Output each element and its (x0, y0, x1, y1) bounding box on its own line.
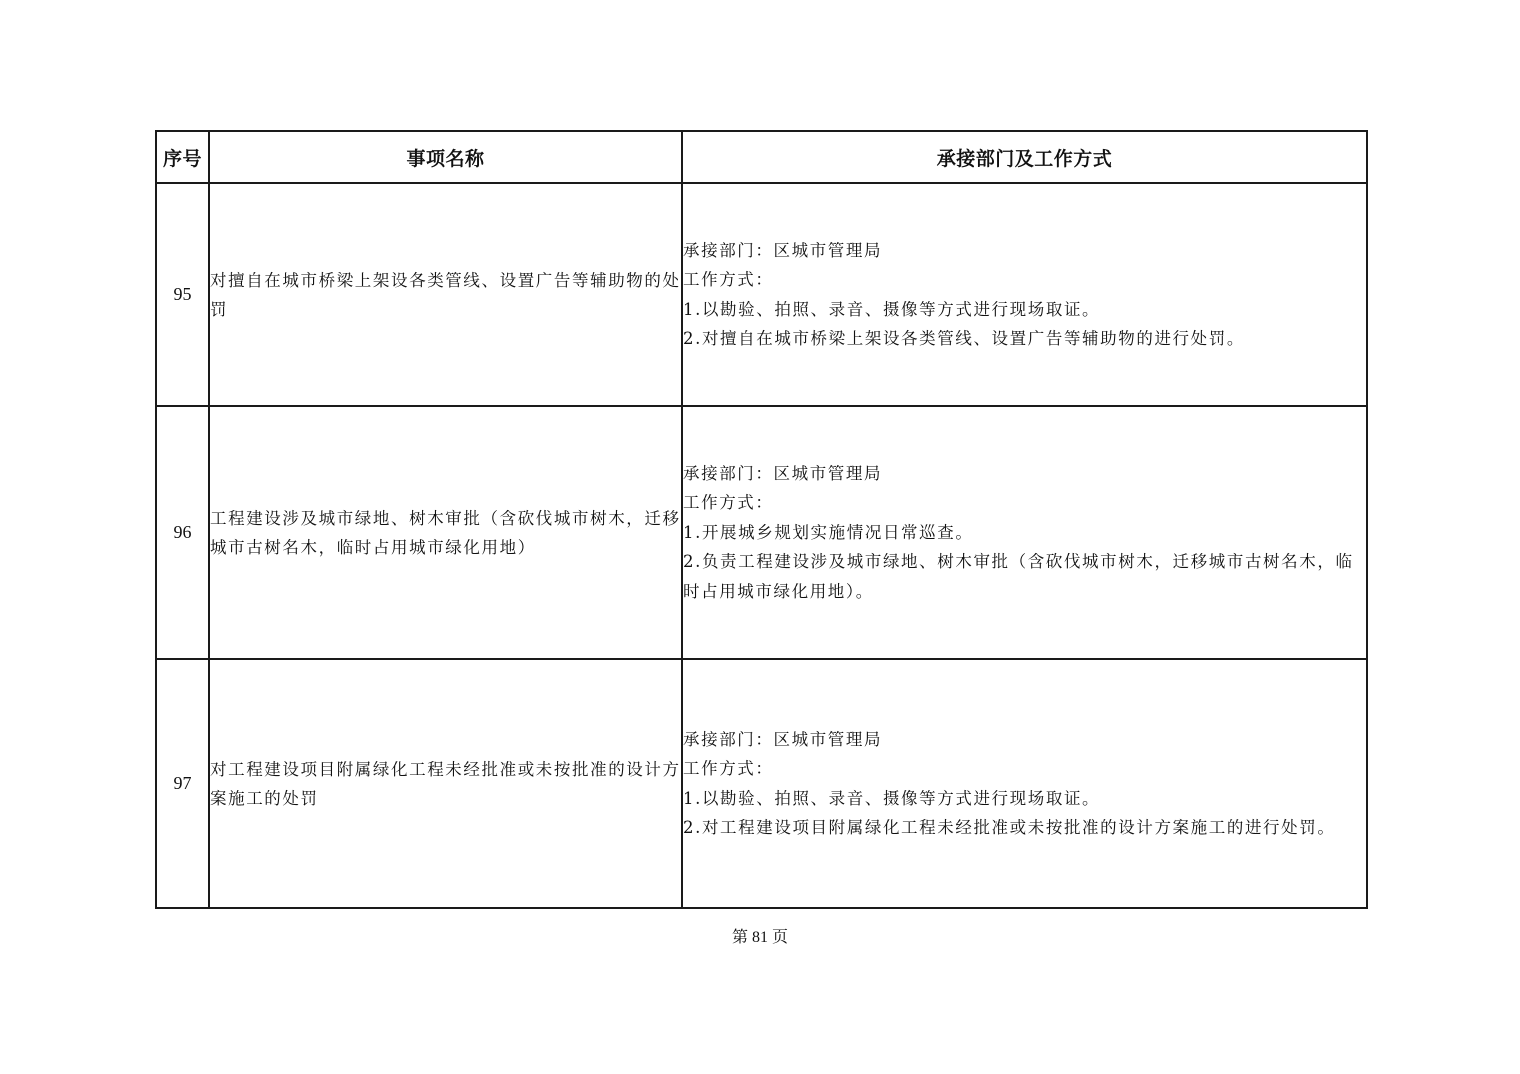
table-row (156, 406, 1367, 659)
header-department-and-method: 承接部门及工作方式 (682, 131, 1367, 183)
row-item-name: 工程建设涉及城市绿地、树木审批（含砍伐城市树木，迁移城市古树名木，临时占用城市绿化用地） (209, 406, 682, 659)
method-heading-line: 工作方式： (683, 493, 774, 513)
method-step-2: 2.对工程建设项目附属绿化工程未经批准或未按批准的设计方案施工的进行处罚。 (683, 818, 1336, 837)
method-department-line: 承接部门：区城市管理局 (683, 240, 883, 260)
method-department-line: 承接部门：区城市管理局 (683, 729, 883, 749)
method-heading-line: 工作方式： (683, 759, 774, 778)
page-number: 第 81 页 (731, 929, 788, 946)
row-serial-number: 97 (156, 659, 209, 908)
method-heading-line: 工作方式： (683, 270, 774, 289)
items-table (155, 130, 1368, 909)
method-step-1: 1.以勘验、拍照、录音、摄像等方式进行现场取证。 (683, 788, 1101, 808)
row-method-cell (682, 659, 1367, 908)
method-step-1: 1.开展城乡规划实施情况日常巡查。 (683, 522, 974, 542)
method-step-2: 2.对擅自在城市桥梁上架设各类管线、设置广告等辅助物的进行处罚。 (683, 329, 1245, 348)
row-serial-number: 96 (156, 406, 209, 659)
row-method-cell (682, 406, 1367, 659)
table-header-row (156, 131, 1367, 183)
method-step-2: 2.负责工程建设涉及城市绿地、树木审批（含砍伐城市树木，迁移城市古树名木，临时占用城市绿化用地）。 (683, 552, 1354, 601)
header-item-name: 事项名称 (209, 131, 682, 183)
method-department-line: 承接部门：区城市管理局 (683, 463, 883, 483)
method-step-1: 1.以勘验、拍照、录音、摄像等方式进行现场取证。 (683, 299, 1101, 319)
row-method-cell (682, 183, 1367, 406)
row-item-name: 对工程建设项目附属绿化工程未经批准或未按批准的设计方案施工的处罚 (209, 659, 682, 908)
table-row (156, 659, 1367, 908)
header-serial-number: 序号 (156, 131, 209, 183)
table-row (156, 183, 1367, 406)
row-serial-number: 95 (156, 183, 209, 406)
row-item-name: 对擅自在城市桥梁上架设各类管线、设置广告等辅助物的处罚 (209, 183, 682, 406)
